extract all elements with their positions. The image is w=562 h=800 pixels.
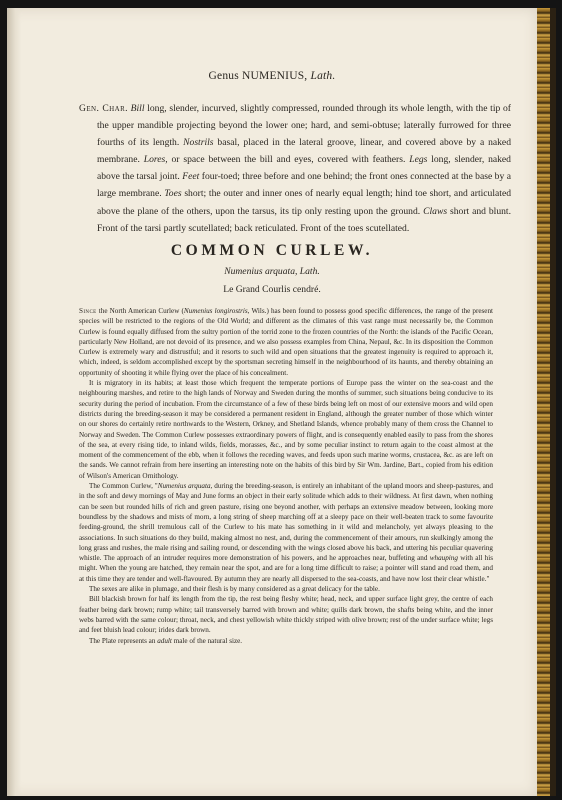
small-caps-lead: Since [79,307,97,315]
text-run: four-toed; three before and one behind; the front ones connected at the base by a large membrane. [97,171,511,200]
genus-heading [7,70,537,82]
italic-term: Toes [164,188,182,200]
species-description [79,306,493,646]
paragraph [79,378,493,481]
generic-characters-text [97,103,511,234]
italic-term: Feet [182,171,200,183]
paragraph [79,481,493,584]
generic-characters [79,100,511,237]
italic-term: Nostrils [183,137,214,149]
italic-term: Legs [409,154,428,166]
text-run: long, slender, naked above the tarsal joint. [97,154,511,183]
text-run: during the breeding-season, is entirely an inhabitant of the upland moors and sheep-pastures, and in the soft and dewy mornings of May and June forms an object in their early solitude which adds to their wildness. At first dawn, when nothing can be seen but rounded hills of rich and green pasture, rising one beyond another, with perhaps an extensive meadow between, looking more boundless by the shadows and mists of morn, a long string of sheep marching off at a sleepy pace on their well-beaten track to some favourite feeding-ground, the shrill tremulous call of the Curlew to his mate has something in it wild and melancholy, yet always pleasing to the associations. In such situations do they build, making almost no nest, and, during the commencement of their amours, run skulkingly among the long grass and rushes, the male rising and sailing round, or descending with the wings closed above his back, and uttering his peculiar quavering whistle. The approach of an intruder requires more demonstration of his powers, and he approaches near, buffeting and [79,482,494,563]
text-run: with all his might. When the young are hatched, they remain near the spot, and are for a long time difficult to raise; a pointer will stand and road them, and at this time they are tender and well-flavoured. By autumn they are nearly all dispersed to the sea-coasts, and have now lost their clear whistle." [79,554,493,583]
italic-term: Claws [423,205,448,217]
italic-term: Lores, [143,154,168,166]
fore-edge-shadow [550,8,556,796]
text-run: or space between the bill and eyes, covered with feathers. [167,154,410,166]
text-run: It is migratory in its habits; at least those which frequent the temperate portions of Europe pass the winter on the sea-coast and the neighbouring marshes, and retire to the high lands of Norway and Sweden during the months of summer, such situations being conducive to its security during the period of incubation. From the circumstance of a few of these birds being left on most of our extensive moors and wild open districts during the breeding-season it may be considered a permanent resident in England, although the greater number of those which winter on our shores do certainly retire northwards to the Western, Orkney, and Shetland Islands, whence probably many of them cross the Channel to Norway and Sweden. The Common Curlew possesses extraordinary powers of flight, and is consequently enabled easily to pass from the shores of the sea, at every rising tide, to inland wilds, fields, morasses, &c., and by some peculiar instinct to return again to the coast almost at the moment of the commencement of the ebb, when it follows the receding waves, and feeds upon such marine worms, crustacea, &c. as are left on the sands. We cannot refrain from here inserting an interesting note on the habits of this bird by Sir Wm. Jardine, Bart., copied from his edition of Wilson's American Ornithology. [79,379,493,480]
text-run: Wils.) has been found to possess good specific differences, the range of the present species will be restricted to the regions of the Old World; and different as the climates of this vast range must necessarily be, the Common Curlew is found equally diffused from the sultry portion of the torrid zone to the frozen countries of the North: the islands of the Pacific Ocean, particularly New Holland, are not devoid of its presence, and we also possess examples from China, Nepaul, &c. In its disposition the Common Curlew is extremely wary and distrustful; and it resorts to such wild and open situations that the greatest ingenuity is required to approach it, which, indeed, is seldom accomplished except by the sportsman secreting himself in the neighbourhood of its haunts, and thereby obtaining an opportunity of shooting it while flying over the place of his concealment. [79,307,494,377]
species-binomial-line [7,266,537,277]
paragraph [79,584,493,594]
species-title: COMMON CURLEW. [170,242,374,259]
gilt-fore-edge [537,8,550,796]
text-run: Bill blackish brown for half its length from the tip, the rest being fleshy white; head, neck, and upper surface light grey, the centre of each feather being dark brown; rump white; tail transversely barred with brown and white; quills dark brown, the shafts being white, and the inner webs barred with the same colour; throat, neck, and chest yellowish white thickly striped with olive brown; rest of the under surface white; legs and feet bluish lead colour; irides dark brown. [79,595,493,635]
page-gutter-shadow [7,8,21,796]
paragraph [79,594,493,635]
book-page [7,8,537,796]
text-run: The Common Curlew, " [89,482,158,491]
italic-term: whauping [429,554,458,563]
species-binomial: Numenius arquata, [224,266,298,277]
genus-authority: Lath. [310,70,336,82]
generic-characters-label: Gen. Char. [79,103,128,114]
species-authority: Lath. [299,266,320,277]
text-run: male of the natural size. [171,636,243,645]
text-run: the North American Curlew ( [96,307,184,315]
text-run: The sexes are alike in plumage, and their flesh is by many considered as a great delicacy for the table. [89,585,380,594]
genus-title-text: Genus NUMENIUS, [208,70,308,82]
page-content [7,8,537,796]
text-run: basal, placed in the lateral groove, linear, and covered above by a naked membrane. [97,137,511,166]
italic-term: Bill [130,103,145,114]
italic-term: Numenius longirostris, [183,307,250,315]
italic-term: adult [157,636,172,645]
text-run: short and blunt. Front of the tarsi partly scutellated; back reticulated. Front of the toes scutellated. [97,205,511,234]
text-run: The Plate represents an [89,636,158,645]
paragraph [79,306,493,378]
text-run: short; the outer and inner ones of nearly equal length; hind toe short, and articulated above the plane of the others, upon the tarsus, its tip only resting upon the ground. [97,188,511,217]
paragraph [79,636,493,646]
text-run: long, slender, incurved, slightly compressed, rounded through its whole length, with the tip of the upper mandible projecting beyond the lower one; hard, and semi-obtuse; laterally furrowed for three fourths of its length. [97,103,511,149]
french-name: Le Grand Courlis cendré. [223,284,321,295]
italic-term: Numenius arquata, [157,482,213,491]
